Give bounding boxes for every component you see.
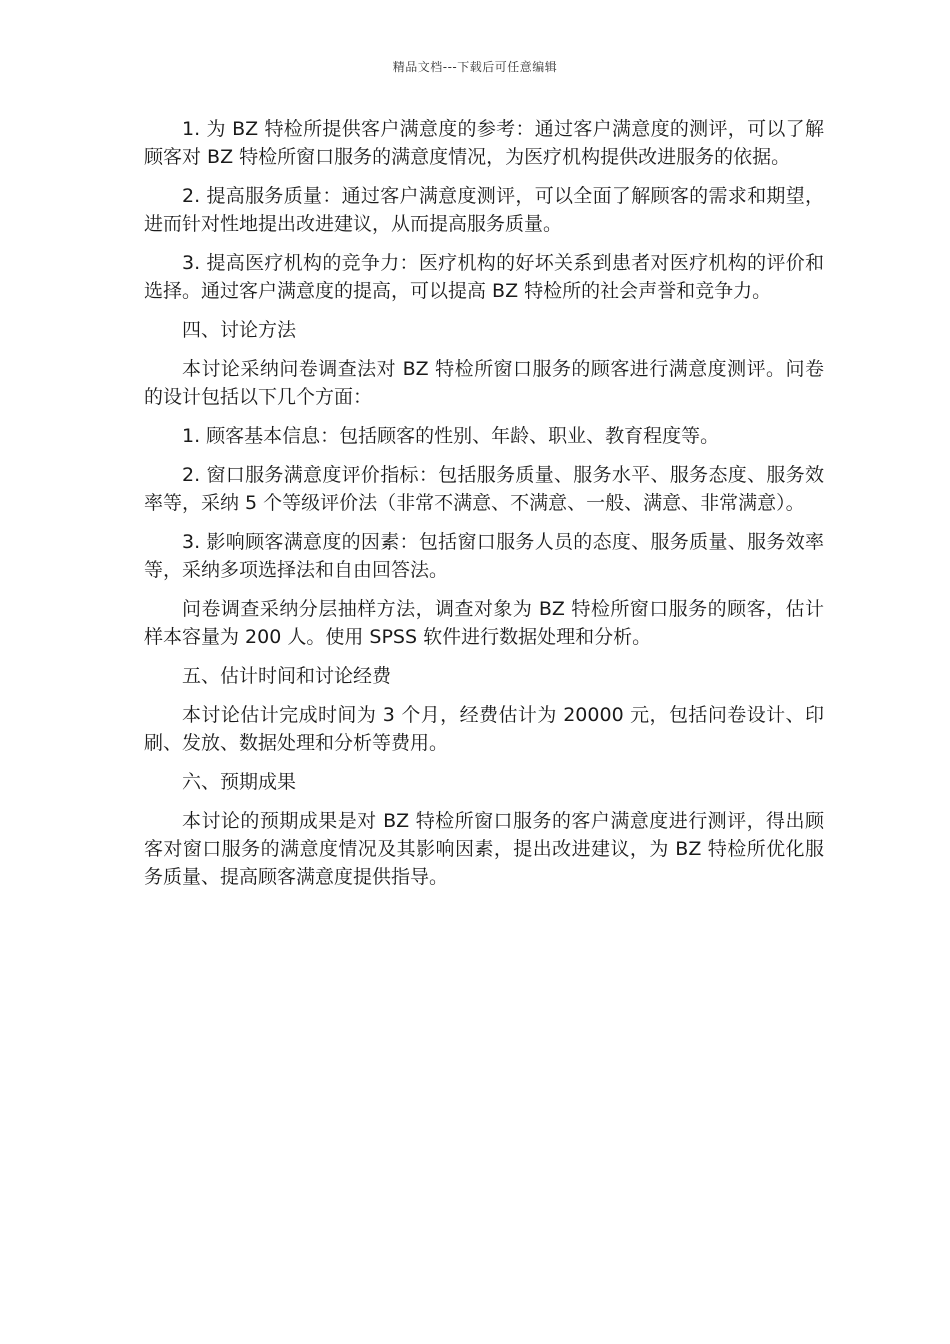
- section-heading-time-budget: 五、估计时间和讨论经费: [182, 665, 392, 687]
- paragraph-purpose-1: 1. 为 BZ 特检所提供客户满意度的参考：通过客户满意度的测评，可以了解顾客对 BZ 特检所窗口服务的满意度情况，为医疗机构提供改进服务的依据。: [144, 118, 824, 168]
- paragraph-time-budget: 本讨论估计完成时间为 3 个月，经费估计为 20000 元，包括问卷设计、印刷、发放、数据处理和分析等费用。: [144, 704, 824, 754]
- section-heading-methods: 四、讨论方法: [182, 319, 297, 341]
- paragraph-methods-2: 2. 窗口服务满意度评价指标：包括服务质量、服务水平、服务态度、服务效率等，采纳 5 个等级评价法（非常不满意、不满意、一般、满意、非常满意）。: [144, 464, 824, 514]
- paragraph-sampling: 问卷调查采纳分层抽样方法，调查对象为 BZ 特检所窗口服务的顾客，估计样本容量为 200 人。使用 SPSS 软件进行数据处理和分析。: [144, 598, 824, 648]
- section-heading-outcomes: 六、预期成果: [182, 771, 297, 793]
- paragraph-methods-1: 1. 顾客基本信息：包括顾客的性别、年龄、职业、教育程度等。: [182, 425, 720, 447]
- document-body: [144, 115, 824, 902]
- paragraph-methods-3: 3. 影响顾客满意度的因素：包括窗口服务人员的态度、服务质量、服务效率等，采纳多项选择法和自由回答法。: [144, 531, 824, 581]
- page-header: 精品文档---下载后可任意编辑: [392, 60, 558, 74]
- paragraph-outcomes: 本讨论的预期成果是对 BZ 特检所窗口服务的客户满意度进行测评，得出顾客对窗口服务的满意度情况及其影响因素，提出改进建议，为 BZ 特检所优化服务质量、提高顾客满意度提供指导。: [144, 810, 824, 888]
- paragraph-purpose-3: 3. 提高医疗机构的竞争力：医疗机构的好坏关系到患者对医疗机构的评价和选择。通过客户满意度的提高，可以提高 BZ 特检所的社会声誉和竞争力。: [144, 252, 824, 302]
- paragraph-methods-intro: 本讨论采纳问卷调查法对 BZ 特检所窗口服务的顾客进行满意度测评。问卷的设计包括以下几个方面：: [144, 358, 824, 408]
- paragraph-purpose-2: 2. 提高服务质量：通过客户满意度测评，可以全面了解顾客的需求和期望，进而针对性地提出改进建议，从而提高服务质量。: [144, 185, 824, 235]
